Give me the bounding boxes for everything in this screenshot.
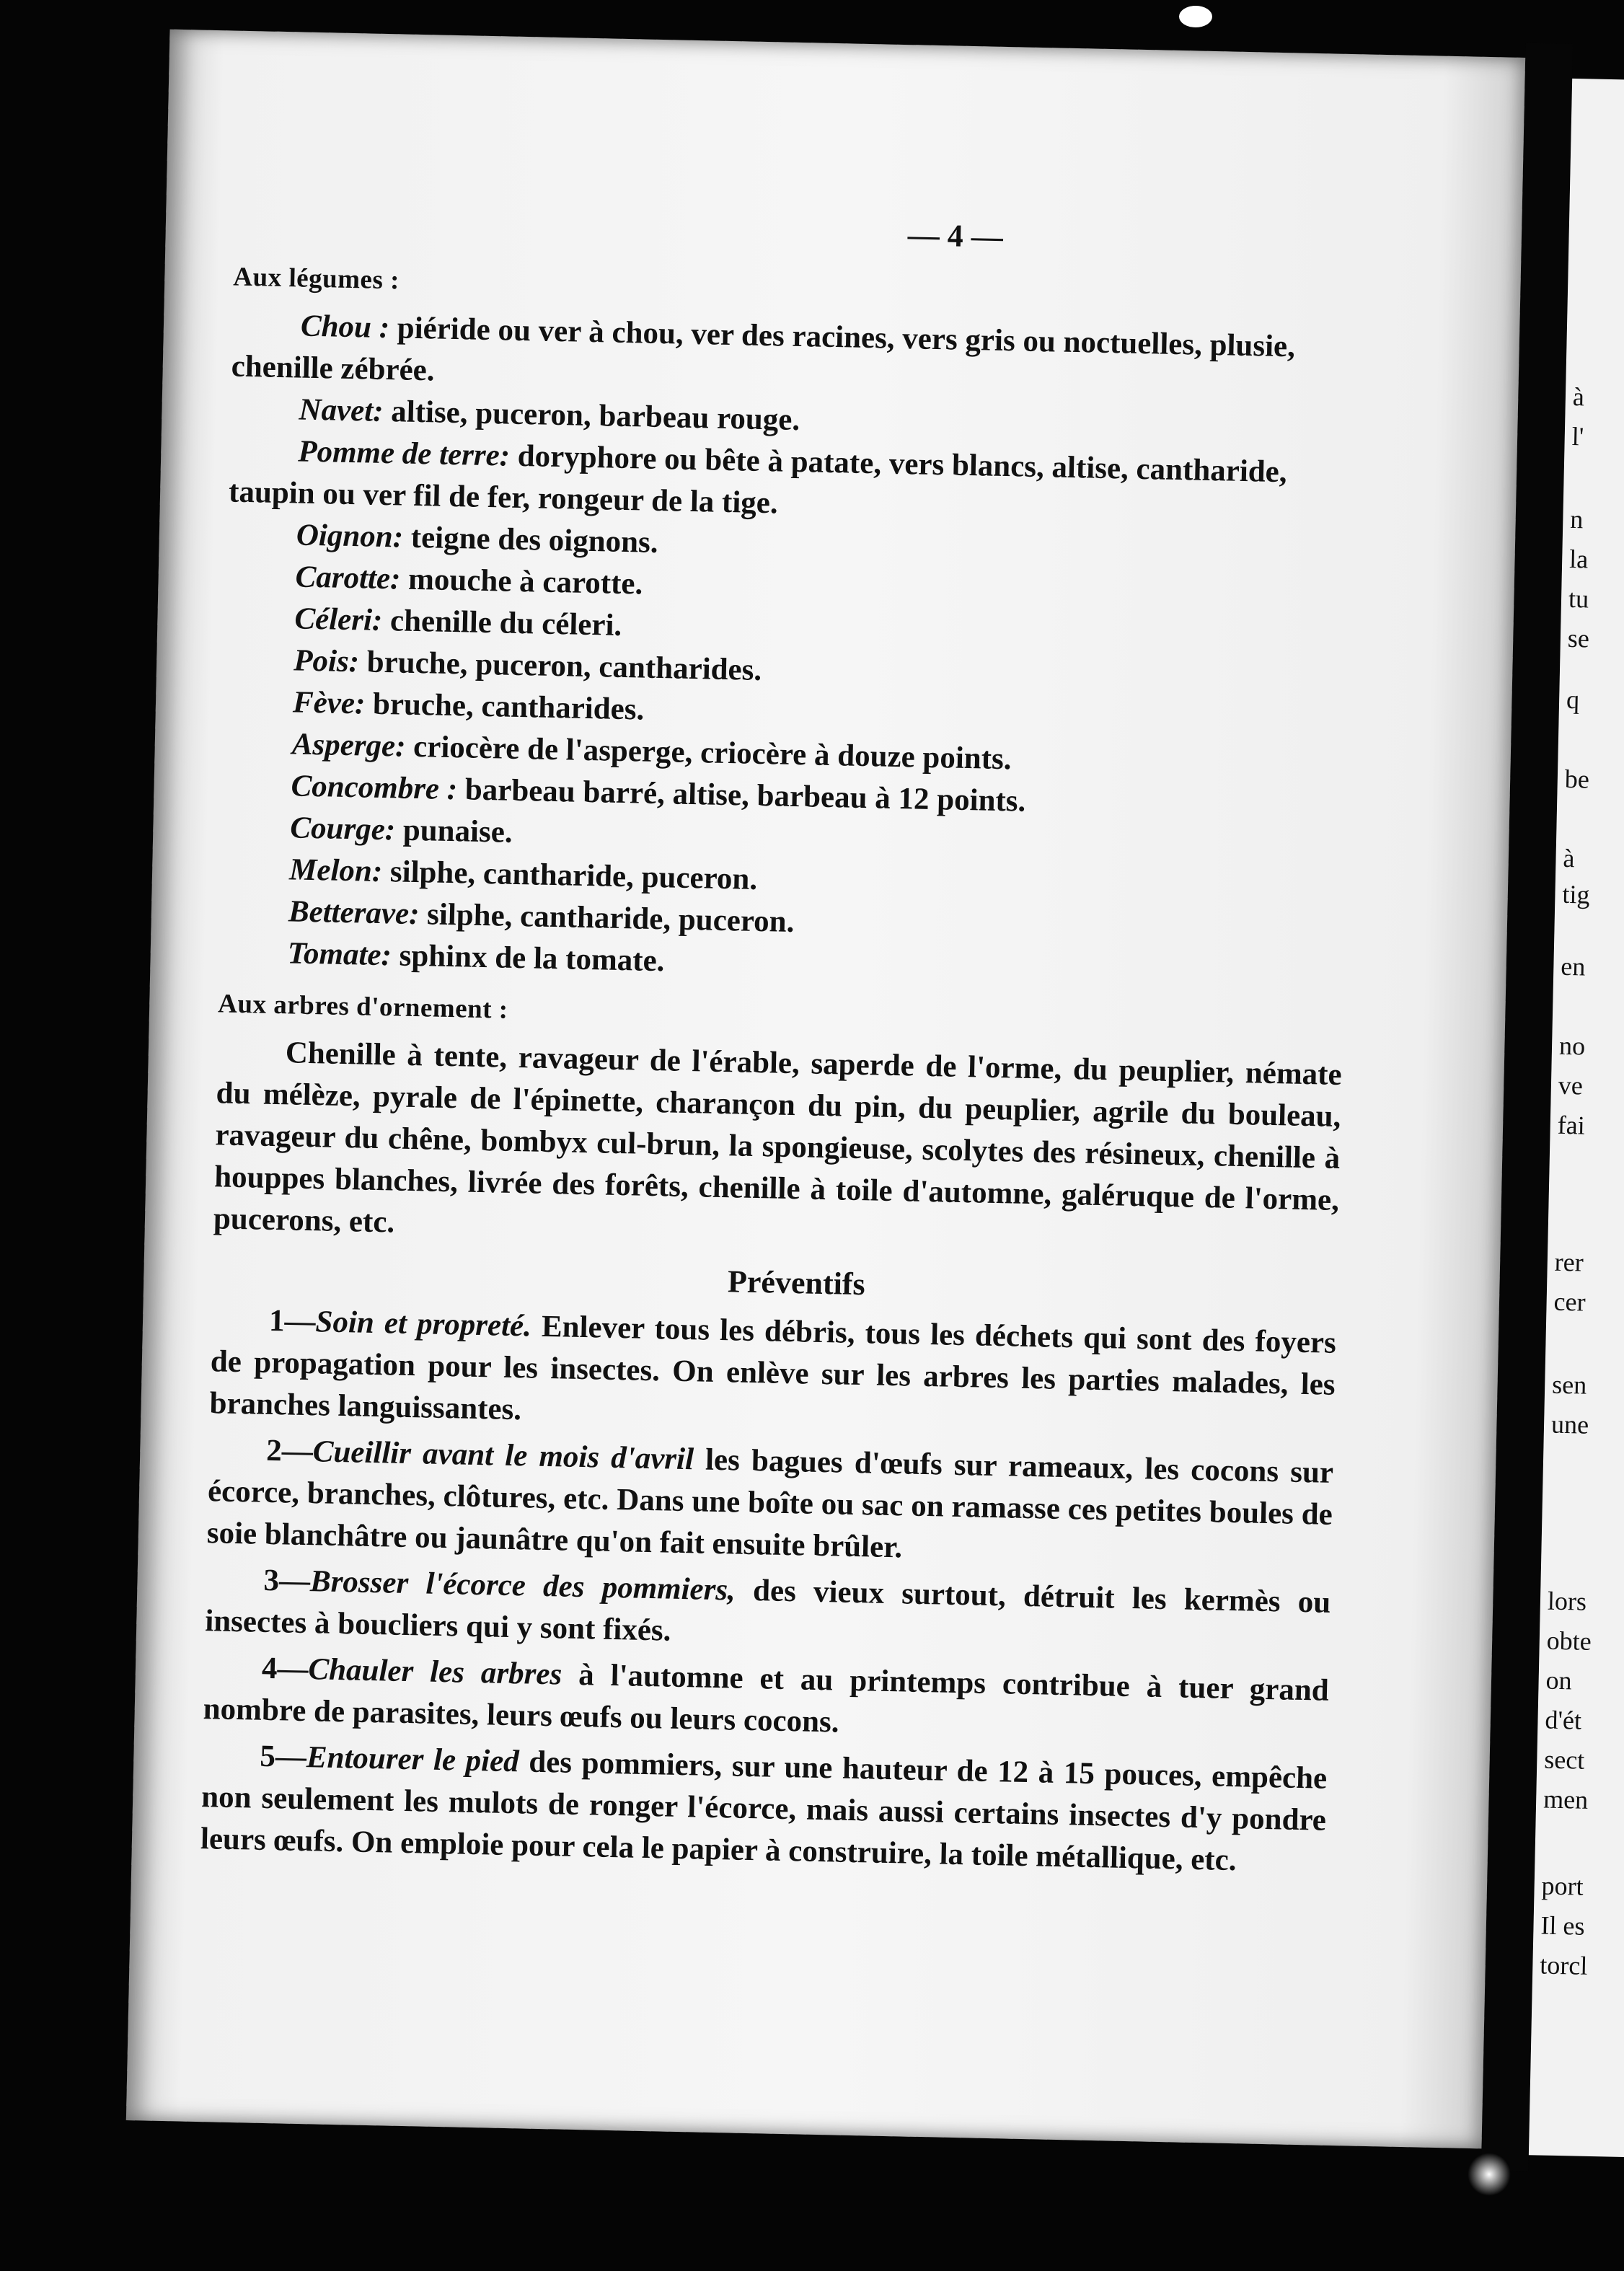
vegetable-pests: teigne des oignons. [410, 520, 659, 560]
trees-heading: Aux arbres d'ornement : [217, 989, 509, 1025]
page-content [200, 200, 1359, 1888]
adjacent-fragment: à [1572, 382, 1585, 412]
vegetable-name: Fève: [292, 685, 366, 721]
vegetable-pests: chenille du céleri. [389, 604, 622, 643]
vegetable-pests: barbeau barré, altise, barbeau à 12 points. [464, 772, 1026, 819]
adjacent-fragment: ve [1558, 1070, 1584, 1101]
adjacent-fragment: no [1558, 1031, 1586, 1061]
vegetable-name: Melon: [288, 852, 383, 889]
vegetable-name: Chou : [300, 309, 390, 345]
vegetable-name: Carotte: [295, 560, 401, 596]
adjacent-fragment: n [1569, 504, 1584, 534]
preventive-item [206, 1429, 1333, 1578]
item-title: Chauler les arbres [307, 1652, 562, 1692]
adjacent-fragment: l' [1571, 421, 1584, 451]
scan-artifact [1179, 6, 1212, 27]
item-number: 4— [261, 1651, 309, 1687]
vegetable-name: Céleri: [294, 601, 383, 638]
item-title: Cueillir avant le mois d'avril [312, 1434, 694, 1477]
adjacent-fragment: cer [1553, 1287, 1587, 1317]
adjacent-fragment: sect [1543, 1745, 1585, 1775]
vegetable-name: Concombre : [291, 769, 458, 807]
item-title: Soin et propreté. [315, 1305, 532, 1344]
adjacent-fragment: on [1545, 1665, 1573, 1695]
adjacent-fragment: la [1568, 544, 1589, 574]
document-page [126, 30, 1525, 2149]
preventives-heading: Préventifs [727, 1264, 866, 1302]
vegetable-pests: altise, puceron, barbeau rouge. [390, 394, 800, 438]
vegetable-name: Pomme de terre: [297, 434, 511, 473]
adjacent-fragment: une [1550, 1409, 1589, 1439]
vegetables-heading: Aux légumes : [232, 262, 400, 296]
vegetable-pests: mouche à carotte. [407, 562, 643, 601]
adjacent-fragment: obte [1546, 1626, 1592, 1656]
scan-artifact [1468, 2153, 1511, 2196]
vegetable-pests: bruche, puceron, cantharides. [366, 645, 762, 688]
adjacent-fragment: à [1563, 843, 1575, 873]
adjacent-fragment: se [1567, 623, 1590, 653]
vegetable-name: Courge: [289, 811, 396, 847]
item-number: 2— [265, 1433, 314, 1469]
vegetable-pests: silphe, cantharide, puceron. [389, 855, 758, 896]
adjacent-fragment: q [1566, 684, 1580, 715]
item-number: 5— [259, 1739, 307, 1775]
vegetable-name: Asperge: [291, 727, 406, 764]
adjacent-fragment: tu [1568, 583, 1589, 614]
adjacent-fragment: torcl [1539, 1950, 1588, 1980]
trees-paragraph: Chenille à tente, ravageur de l'érable, saperde de l'orme, du peuplier, némate du mélèze, pyrale de l'épinette, charançon du pin, du peuplier, agrile du bouleau, ravageur du chêne, bombyx cul-brun, la spongieuse, scolytes des résineux, chenille à houppes blanches, livrée des forêts, chenille à toile d'automne, galéruque de l'orme, pucerons, etc. [213, 1036, 1343, 1240]
adjacent-fragment: Il es [1540, 1910, 1585, 1941]
adjacent-fragment: lors [1547, 1586, 1587, 1616]
adjacent-fragment: fai [1557, 1110, 1586, 1140]
adjacent-fragment: tig [1562, 879, 1590, 909]
adjacent-fragment: men [1543, 1784, 1589, 1814]
item-number: 1— [268, 1303, 317, 1339]
vegetable-pests: punaise. [402, 813, 513, 850]
item-title: Entourer le pied [306, 1740, 520, 1779]
item-text: les bagues d'œufs sur rameaux, les cocons sur écorce, branches, clôtures, etc. Dans une boîte ou sac on ramasse ces petites boules de soie blanchâtre ou jaunâtre qu'on fait ensuite brûler. [206, 1442, 1334, 1565]
preventive-item [209, 1299, 1336, 1448]
vegetable-pests: bruche, cantharides. [372, 687, 645, 727]
adjacent-fragment: en [1560, 951, 1586, 982]
vegetable-pests: silphe, cantharide, puceron. [426, 897, 795, 940]
vegetable-name: Oignon: [296, 518, 404, 555]
item-title: Brosser l'écorce des pommiers, [309, 1564, 736, 1608]
vegetable-name: Tomate: [287, 936, 392, 973]
adjacent-fragment: sen [1551, 1370, 1587, 1400]
vegetable-pests: sphinx de la tomate. [399, 938, 665, 979]
page-number: — 4 — [907, 217, 1004, 255]
item-text: Enlever tous les débris, tous les déchets qui sont des foyers de propagation pour les insectes. On enlève sur les arbres les parties malades, les branches languissantes. [209, 1309, 1337, 1427]
adjacent-fragment: rer [1554, 1247, 1584, 1277]
preventive-item [200, 1734, 1327, 1884]
item-text: des pommiers, sur une hauteur de 12 à 15 pouces, empêche non seulement les mulots de ronger l'écorce, mais aussi certains insectes d'y pondre leurs œufs. On emploie pour cela le papier à construire, la toile métallique, etc. [200, 1745, 1328, 1878]
adjacent-fragment: port [1541, 1871, 1584, 1901]
vegetable-pests: doryphore ou bête à patate, vers blancs, altise, cantharide, taupin ou ver fil de fer, rongeur de la tige. [228, 438, 1288, 521]
adjacent-fragment: be [1564, 764, 1590, 794]
vegetable-name: Pois: [293, 643, 360, 679]
adjacent-fragment: d'ét [1545, 1705, 1582, 1735]
item-number: 3— [263, 1563, 311, 1599]
vegetable-pests: criocère de l'asperge, criocère à douze points. [412, 729, 1012, 777]
item-text: des vieux surtout, détruit les kermès ou insectes à boucliers qui y sont fixés. [204, 1574, 1331, 1648]
item-text: à l'automne et au printemps contribue à tuer grand nombre de parasites, leurs œufs ou leurs cocons. [203, 1658, 1330, 1739]
vegetable-name: Navet: [299, 392, 384, 428]
vegetable-pests: piéride ou ver à chou, ver des racines, vers gris ou noctuelles, plusie, chenille zébrée. [231, 311, 1296, 388]
vegetable-name: Betterave: [288, 894, 420, 932]
